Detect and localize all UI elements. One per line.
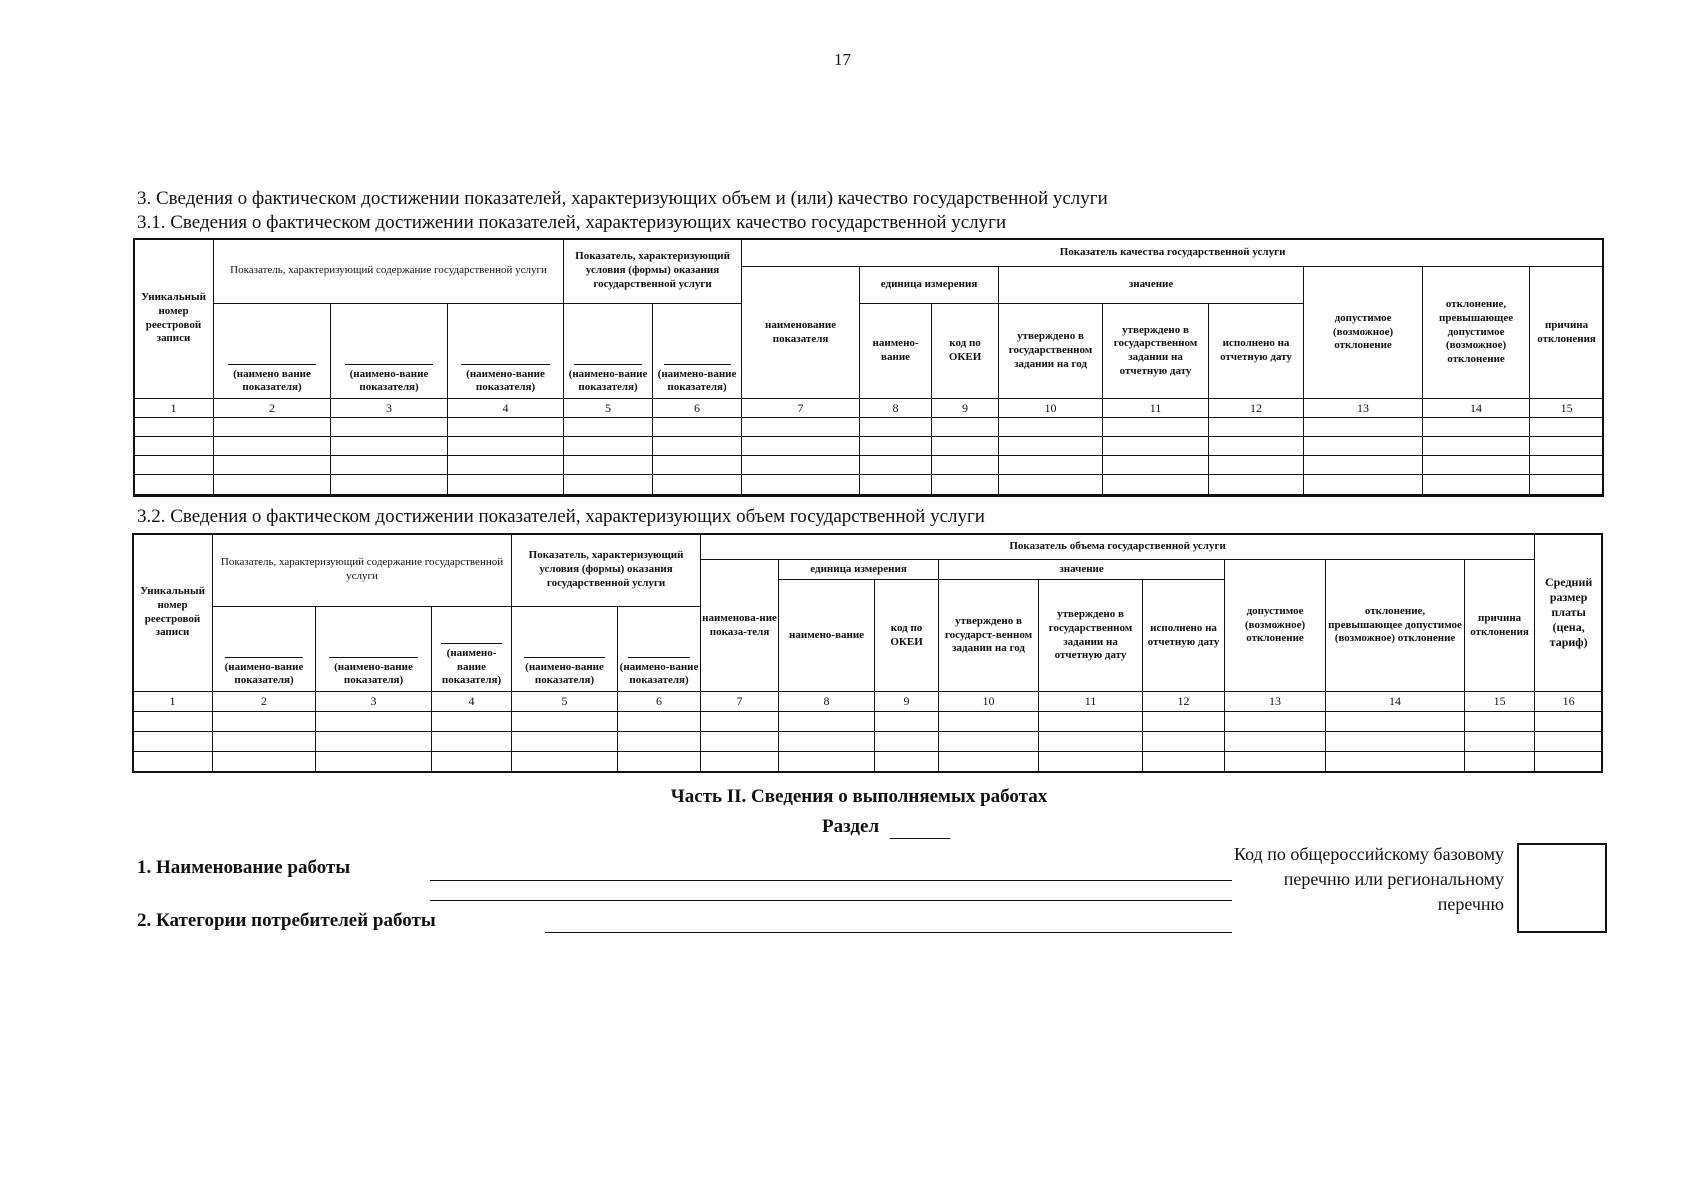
empty-cell[interactable] [1225,752,1326,772]
empty-cell[interactable] [860,456,932,475]
column-number: 12 [1143,692,1225,712]
column-number: 4 [448,399,564,418]
empty-cell[interactable] [875,712,939,732]
header-approved-year: утверждено в государст-венном задании на год [939,580,1039,692]
column-number: 13 [1304,399,1423,418]
column-number: 7 [742,399,860,418]
subheader-form-1: (наимено-вание показателя) [512,607,618,692]
header-deviation-reason: причина отклонения [1530,267,1604,399]
empty-cell[interactable] [1423,437,1530,456]
header-volume-indicator: Показатель объема государственной услуги [701,534,1535,560]
header-value: значение [939,560,1225,580]
column-number: 8 [860,399,932,418]
empty-cell[interactable] [1103,437,1209,456]
empty-cell[interactable] [448,475,564,495]
empty-cell[interactable] [701,712,779,732]
empty-cell[interactable] [1304,437,1423,456]
code-label [1150,842,1504,917]
empty-cell[interactable] [331,418,448,437]
empty-cell[interactable] [618,732,701,752]
column-number: 15 [1530,399,1604,418]
empty-cell[interactable] [564,418,653,437]
empty-cell[interactable] [939,712,1039,732]
column-number: 6 [618,692,701,712]
header-deviation-reason: причина отклонения [1465,560,1535,692]
column-number: 2 [214,399,331,418]
empty-cell[interactable] [134,437,214,456]
empty-cell[interactable] [860,418,932,437]
empty-cell[interactable] [432,732,512,752]
empty-cell[interactable] [564,437,653,456]
quality-table [133,238,1604,495]
column-number: 1 [133,692,213,712]
table-row [133,752,1603,772]
subheader-content-3: (наимено-вание показателя) [448,304,564,399]
empty-cell[interactable] [779,732,875,752]
empty-cell[interactable] [1535,732,1603,752]
page-number: 17 [834,50,851,69]
empty-cell[interactable] [316,732,432,752]
volume-table [132,533,1603,772]
column-number: 14 [1326,692,1465,712]
table-row [134,456,1604,475]
empty-cell[interactable] [1465,732,1535,752]
empty-cell[interactable] [432,752,512,772]
column-number: 14 [1423,399,1530,418]
empty-cell[interactable] [618,712,701,732]
empty-cell[interactable] [1423,418,1530,437]
empty-cell[interactable] [448,418,564,437]
empty-cell[interactable] [512,752,618,772]
empty-cell[interactable] [432,712,512,732]
empty-cell[interactable] [1225,732,1326,752]
empty-cell[interactable] [1209,456,1304,475]
work-name-line-2[interactable] [430,900,1232,901]
header-exceeding-deviation: отклонение, превышающее допустимое (возможное) отклонение [1423,267,1530,399]
empty-cell[interactable] [999,475,1103,495]
empty-cell[interactable] [1039,732,1143,752]
header-unit-name: наимено-вание [860,304,932,399]
empty-cell[interactable] [932,456,999,475]
header-unit-name: наимено-вание [779,580,875,692]
column-number: 16 [1535,692,1603,712]
subheader-content-1: (наимено-вание показателя) [213,607,316,692]
header-exceeding-deviation: отклонение, превышающее допустимое (возможное) отклонение [1326,560,1465,692]
empty-cell[interactable] [331,437,448,456]
column-number: 9 [875,692,939,712]
column-number: 11 [1039,692,1143,712]
header-allowed-deviation: допустимое (возможное) отклонение [1304,267,1423,399]
empty-cell[interactable] [213,752,316,772]
column-number: 2 [213,692,316,712]
header-okei-code: код по ОКЕИ [875,580,939,692]
empty-cell[interactable] [1530,437,1604,456]
empty-cell[interactable] [134,475,214,495]
empty-cell[interactable] [742,475,860,495]
blank-line [225,657,303,658]
column-number: 5 [564,399,653,418]
empty-cell[interactable] [1304,475,1423,495]
empty-cell[interactable] [875,732,939,752]
empty-cell[interactable] [331,456,448,475]
empty-cell[interactable] [133,752,213,772]
empty-cell[interactable] [214,456,331,475]
empty-cell[interactable] [1225,712,1326,732]
empty-cell[interactable] [932,475,999,495]
header-approved-date: утверждено в государственном задании на отчетную дату [1103,304,1209,399]
header-indicator-name: наименование показателя [742,267,860,399]
empty-cell[interactable] [1423,475,1530,495]
table-row [134,437,1604,456]
section3-title: 3. Сведения о фактическом достижении показателей, характеризующих объем и (или) качество государственной услуги [137,188,1108,209]
empty-cell[interactable] [1535,712,1603,732]
section3-2-title: 3.2. Сведения о фактическом достижении показателей, характеризующих объем государственной услуги [137,506,985,527]
empty-cell[interactable] [1103,456,1209,475]
table-row [134,475,1604,495]
section-label: Раздел [822,816,880,837]
empty-cell[interactable] [1304,418,1423,437]
empty-cell[interactable] [1326,752,1465,772]
column-number: 4 [432,692,512,712]
empty-cell[interactable] [653,437,742,456]
blank-line [441,643,501,644]
blank-line [329,657,417,658]
empty-cell[interactable] [316,712,432,732]
empty-cell[interactable] [564,475,653,495]
empty-cell[interactable] [448,437,564,456]
header-okei-code: код по ОКЕИ [932,304,999,399]
section-number-line[interactable] [890,838,950,839]
empty-cell[interactable] [1209,475,1304,495]
column-number: 3 [331,399,448,418]
empty-cell[interactable] [779,712,875,732]
empty-cell[interactable] [653,475,742,495]
empty-cell[interactable] [653,456,742,475]
header-approved-date: утверждено в государственном задании на отчетную дату [1039,580,1143,692]
empty-cell[interactable] [999,456,1103,475]
header-conditions-indicator: Показатель, характеризующий условия (формы) оказания государственной услуги [564,239,742,304]
empty-cell[interactable] [1326,732,1465,752]
empty-cell[interactable] [512,732,618,752]
empty-cell[interactable] [1530,418,1604,437]
empty-cell[interactable] [564,456,653,475]
empty-cell[interactable] [701,732,779,752]
header-executed: исполнено на отчетную дату [1143,580,1225,692]
column-number: 3 [316,692,432,712]
empty-cell[interactable] [1039,752,1143,772]
code-box[interactable] [1517,843,1607,933]
header-content-indicator: Показатель, характеризующий содержание государственной услуги [213,534,512,607]
empty-cell[interactable] [316,752,432,772]
empty-cell[interactable] [742,437,860,456]
work-name-line[interactable] [430,880,1232,881]
blank-line [345,364,434,365]
header-unique-number: Уникальный номер реестровой записи [133,534,213,692]
empty-cell[interactable] [133,732,213,752]
table-row [133,732,1603,752]
empty-cell[interactable] [213,712,316,732]
empty-cell[interactable] [1304,456,1423,475]
empty-cell[interactable] [214,475,331,495]
subheader-form-2: (наимено-вание показателя) [618,607,701,692]
empty-cell[interactable] [1465,712,1535,732]
empty-cell[interactable] [939,732,1039,752]
code-label-line-3: перечню [1437,894,1504,914]
empty-cell[interactable] [134,456,214,475]
empty-cell[interactable] [701,752,779,772]
column-number: 15 [1465,692,1535,712]
empty-cell[interactable] [932,437,999,456]
blank-line [461,364,549,365]
empty-cell[interactable] [331,475,448,495]
column-number: 12 [1209,399,1304,418]
empty-cell[interactable] [860,475,932,495]
code-label-line-2: перечню или региональному [1283,869,1504,889]
header-approved-year: утверждено в государственном задании на год [999,304,1103,399]
empty-cell[interactable] [1039,712,1143,732]
empty-cell[interactable] [939,752,1039,772]
column-number: 11 [1103,399,1209,418]
blank-line [664,364,731,365]
header-indicator-name: наименова-ние показа-теля [701,560,779,692]
empty-cell[interactable] [1209,418,1304,437]
header-content-indicator: Показатель, характеризующий содержание государственной услуги [214,239,564,304]
blank-line [228,364,317,365]
header-unit: единица измерения [860,267,999,304]
empty-cell[interactable] [1530,456,1604,475]
empty-cell[interactable] [134,418,214,437]
subheader-form-2: (наимено-вание показателя) [653,304,742,399]
header-allowed-deviation: допустимое (возможное) отклонение [1225,560,1326,692]
column-number: 10 [999,399,1103,418]
header-unique-number: Уникальный номер реестровой записи [134,239,214,399]
column-number: 9 [932,399,999,418]
header-quality-indicator: Показатель качества государственной услуги [742,239,1604,267]
consumers-label: 2. Категории потребителей работы [137,910,436,931]
work-name-label: 1. Наименование работы [137,857,351,878]
empty-cell[interactable] [214,437,331,456]
blank-line [574,364,641,365]
consumers-line[interactable] [545,932,1232,933]
subheader-content-3: (наимено-вание показателя) [432,607,512,692]
empty-cell[interactable] [1143,712,1225,732]
column-number: 6 [653,399,742,418]
section3-1-title: 3.1. Сведения о фактическом достижении показателей, характеризующих качество государственной услуги [137,212,1007,233]
subheader-content-2: (наимено-вание показателя) [316,607,432,692]
empty-cell[interactable] [875,752,939,772]
empty-cell[interactable] [1535,752,1603,772]
column-number: 1 [134,399,214,418]
empty-cell[interactable] [1143,732,1225,752]
empty-cell[interactable] [742,456,860,475]
empty-cell[interactable] [1465,752,1535,772]
empty-cell[interactable] [932,418,999,437]
blank-line [628,657,690,658]
empty-cell[interactable] [133,712,213,732]
header-value: значение [999,267,1304,304]
empty-cell[interactable] [779,752,875,772]
column-number: 5 [512,692,618,712]
subheader-content-2: (наимено-вание показателя) [331,304,448,399]
empty-cell[interactable] [1209,437,1304,456]
column-number: 7 [701,692,779,712]
header-conditions-indicator: Показатель, характеризующий условия (формы) оказания государственной услуги [512,534,701,607]
table-row [133,712,1603,732]
part2-title: Часть II. Сведения о выполняемых работах [670,786,1048,807]
subheader-form-1: (наимено-вание показателя) [564,304,653,399]
blank-line [524,657,604,658]
empty-cell[interactable] [860,437,932,456]
empty-cell[interactable] [512,712,618,732]
column-number: 13 [1225,692,1326,712]
header-unit: единица измерения [779,560,939,580]
column-number: 10 [939,692,1039,712]
empty-cell[interactable] [1103,475,1209,495]
code-label-line-1: Код по общероссийскому базовому [1233,844,1504,864]
empty-cell[interactable] [213,732,316,752]
subheader-content-1: (наимено вание показателя) [214,304,331,399]
empty-cell[interactable] [653,418,742,437]
header-executed: исполнено на отчетную дату [1209,304,1304,399]
table-row [134,418,1604,437]
empty-cell[interactable] [999,418,1103,437]
column-number: 8 [779,692,875,712]
empty-cell[interactable] [1530,475,1604,495]
header-average-fee: Средний размер платы (цена, тариф) [1535,534,1603,692]
empty-cell[interactable] [1326,712,1465,732]
empty-cell[interactable] [618,752,701,772]
empty-cell[interactable] [1143,752,1225,772]
empty-cell[interactable] [999,437,1103,456]
empty-cell[interactable] [1103,418,1209,437]
empty-cell[interactable] [1423,456,1530,475]
empty-cell[interactable] [742,418,860,437]
empty-cell[interactable] [214,418,331,437]
empty-cell[interactable] [448,456,564,475]
